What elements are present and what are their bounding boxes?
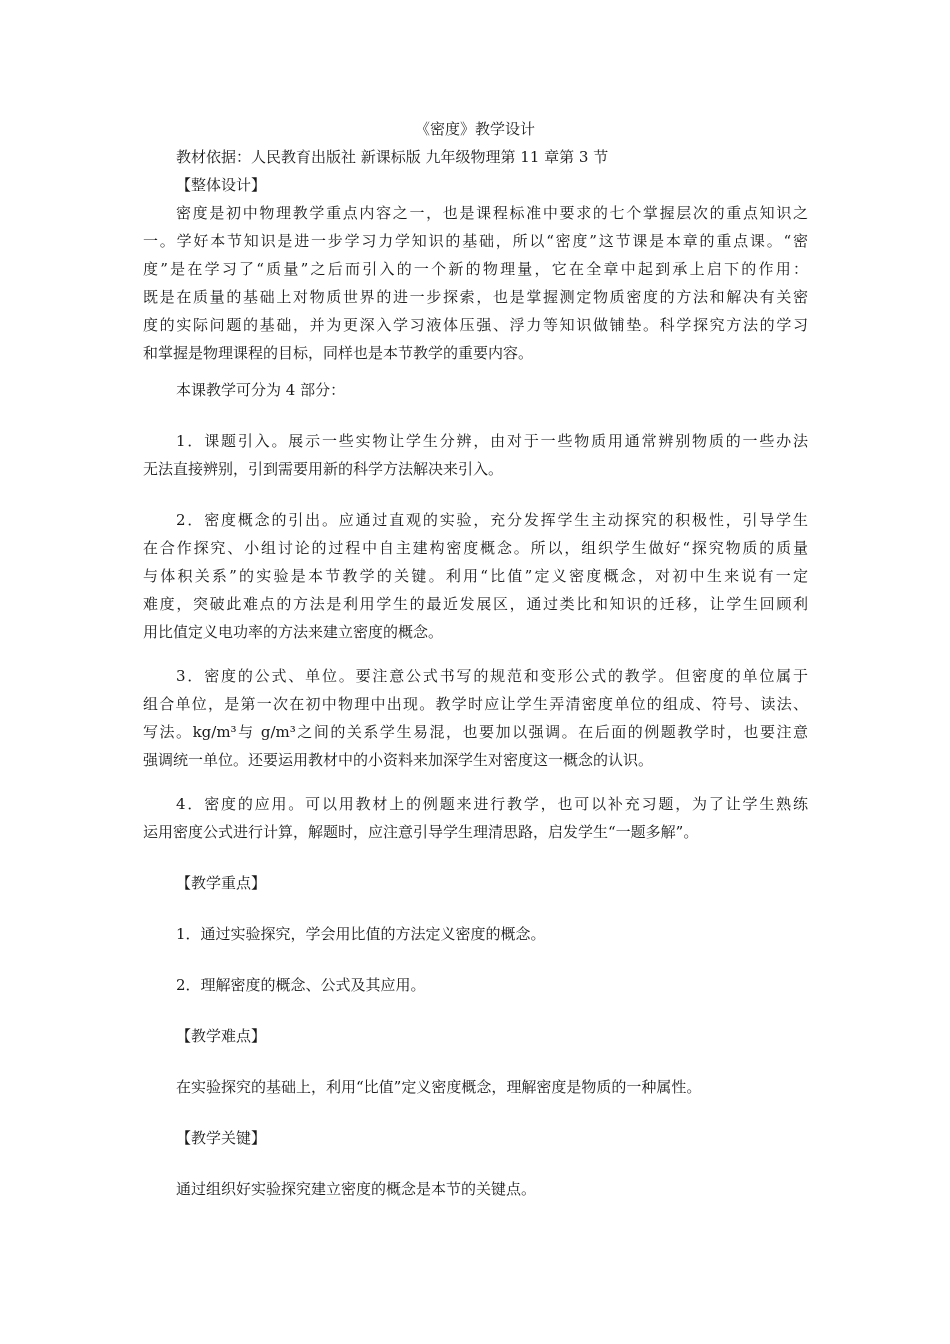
part2-line: 与体积关系”的实验是本节教学的关键。利用“比值”定义密度概念，对初中生来说有一定: [143, 567, 808, 585]
difficulty-text: 在实验探究的基础上，利用“比值”定义密度概念，理解密度是物质的一种属性。: [176, 1078, 702, 1096]
part3-line: 组合单位，是第一次在初中物理中出现。教学时应让学生弄清密度单位的组成、符号、读法、: [143, 695, 808, 713]
key-point-item: 1．通过实验探究，学会用比值的方法定义密度的概念。: [176, 925, 546, 943]
crux-heading: 【教学关键】: [176, 1129, 267, 1147]
key-point-item: 2．理解密度的概念、公式及其应用。: [176, 976, 426, 994]
overall-paragraph-line: 和掌握是物理课程的目标，同样也是本节教学的重要内容。: [143, 344, 534, 362]
part1-line: 无法直接辨别，引到需要用新的科学方法解决来引入。: [143, 460, 504, 478]
crux-text: 通过组织好实验探究建立密度的概念是本节的关键点。: [176, 1180, 537, 1198]
overall-design-heading: 【整体设计】: [176, 176, 267, 194]
overall-paragraph-line: 密度是初中物理教学重点内容之一，也是课程标准中要求的七个掌握层次的重点知识之: [176, 204, 808, 222]
parts-intro: 本课教学可分为 4 部分：: [176, 381, 346, 399]
part3-line: 3．密度的公式、单位。要注意公式书写的规范和变形公式的教学。但密度的单位属于: [176, 667, 808, 685]
overall-paragraph-line: 既是在质量的基础上对物质世界的进一步探索，也是掌握测定物质密度的方法和解决有关密: [143, 288, 808, 306]
part2-line: 难度，突破此难点的方法是利用学生的最近发展区，通过类比和知识的迁移，让学生回顾利: [143, 595, 808, 613]
difficulty-heading: 【教学难点】: [176, 1027, 267, 1045]
part3-line: 写法。kg/m³与 g/m³之间的关系学生易混，也要加以强调。在后面的例题教学时，也要注意: [143, 723, 808, 741]
overall-paragraph-line: 一。学好本节知识是进一步学习力学知识的基础，所以“密度”这节课是本章的重点课。“密: [143, 232, 808, 250]
part4-line: 运用密度公式进行计算，解题时，应注意引导学生理清思路，启发学生“一题多解”。: [143, 823, 699, 841]
overall-paragraph-line: 度”是在学习了“质量”之后而引入的一个新的物理量，它在全章中起到承上启下的作用：: [143, 260, 808, 278]
part1-line: 1．课题引入。展示一些实物让学生分辨，由对于一些物质用通常辨别物质的一些办法: [176, 432, 808, 450]
part4-line: 4．密度的应用。可以用教材上的例题来进行教学，也可以补充习题，为了让学生熟练: [176, 795, 808, 813]
textbook-basis: 教材依据：人民教育出版社 新课标版 九年级物理第 11 章第 3 节: [176, 148, 609, 166]
part2-line: 2．密度概念的引出。应通过直观的实验，充分发挥学生主动探究的积极性，引导学生: [176, 511, 808, 529]
part2-line: 用比值定义电功率的方法来建立密度的概念。: [143, 623, 444, 641]
overall-paragraph-line: 度的实际问题的基础，并为更深入学习液体压强、浮力等知识做铺垫。科学探究方法的学习: [143, 316, 808, 334]
document-title: 《密度》教学设计: [414, 120, 535, 138]
key-points-heading: 【教学重点】: [176, 874, 267, 892]
part3-line: 强调统一单位。还要运用教材中的小资料来加深学生对密度这一概念的认识。: [143, 751, 654, 769]
part2-line: 在合作探究、小组讨论的过程中自主建构密度概念。所以，组织学生做好“探究物质的质量: [143, 539, 808, 557]
